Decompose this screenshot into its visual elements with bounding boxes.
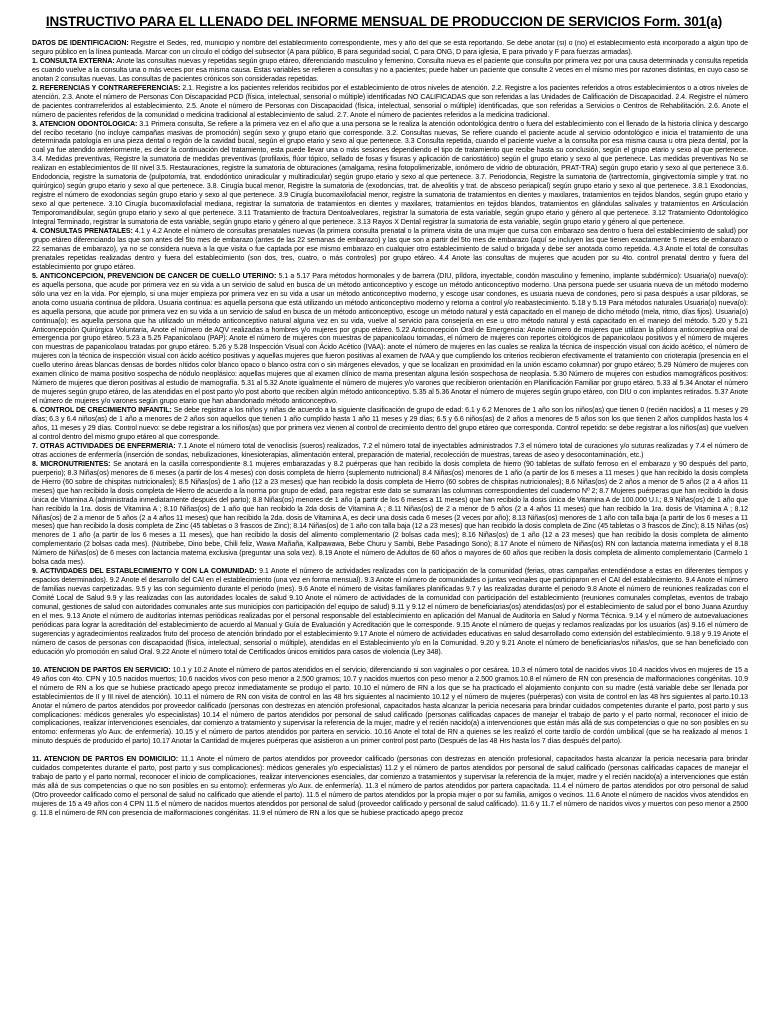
- section-heading: 4. CONSULTAS PRENATALES:: [32, 228, 133, 236]
- section-odontologica: [32, 121, 748, 228]
- section-heading: DATOS DE IDENTIFICACION:: [32, 40, 129, 47]
- section-text: 4.1 y 4.2 Anote el número de consultas prenatales nuevas (la primera consulta prenatal o la primera visita de una mujer que cursa con embarazo sea dentro o fuera del establecimiento de salud) por grupo etáreo diferenciando las que son antes del 5to mes de embarazo (antes de las 22 semanas de embarazo) y las que son a partir del 5to mes de embarazo (aquí se incluyen las que tienen exactamente 5 meses de embarazo o 22 semanas de embarazo), ya no se considera nueva a la que visita o fue captada por ese mismo embarazo en cualquier otro establecimiento de salud o brigada y debe ser anotada como repetida. 4.3 Anote el total de consultas prenatales repetidas realizadas dentro y fuera del establecimiento (son dos, tres, cuatro, o más controles) por grupo etáreo. 4.4 Anote las consultas de mujeres que acuden por su 4to. control prenatal dentro y fuera del establecimiento por grupo etáreo.: [32, 228, 748, 271]
- section-heading: 11. ATENCION DE PARTOS EN DOMICILIO:: [32, 756, 179, 764]
- section-text: Se debe registrar a los niños y niñas de acuerdo a la siguiente clasificación de grupo de edad: 6.1 y 6.2 Menores de 1 año son los niños(as) que tienen 0 (recién nacidos) a 11 meses y 29 días; 6.3 y 6.4 niños(as) de 1 año a menores de 2 años son aquellos que tienen 1 año cumplido hasta 1 año 11 meses y 29 días; 6.5 y 6.6 niños(as) de 2 años a menores de 5 años son los que tienen 2 años cumplidos hasta los 4 años, 11 meses y 29 días. Control nuevo: se debe registrar a los niños(as) que por primera vez vienen al control de crecimiento dentro del grupo etáreo que corresponda. Control repetido: se debe registrar a los niños(as) que vuelven al control dentro del mismo grupo etáreo al que corresponde.: [32, 407, 748, 441]
- section-heading: 1. CONSULTA EXTERNA:: [32, 57, 115, 65]
- section-text: 2.1. Registre a los pacientes referidos recibidos por el establecimiento de otros niveles de atención. 2.2. Registre a los pacientes referidos a otros establecimientos o a otros niveles de atención. 2.3. Anote el número de Personas Con Discapacidad PCD (física, intelectual, sensorial o múltiple) identificadas NO CALIFICADAS que son referidas a las Unidades de Calificación de Discapacidad. 2.4. Registre el número de pacientes contrarreferidos al establecimiento. 2.5. Anote el número de Personas con Discapacidad (física, intelectual, sensorial o múltiple) identificadas, que son referidas a Servicios o Centros de Rehabilitación. 2.6. Anote el número de pacientes referidos de la comunidad o medicina tradicional al establecimiento de salud. 2.7. Anote el número de pacientes referidos a la medicina tradicional.: [32, 84, 748, 119]
- section-text: 7.1 Anote el número total de venoclisis (sueros) realizados, 7.2 el número total de inyectables administrados 7.3 el número total de curaciones y/o suturas realizadas y 7.4 el número de otras acciones de enfermería (inserción de sondas, nebulizaciones, kinesioterapias, alimentación enteral, preparación de material, recolección de muestras, tareas de aseo y desocontaminación, etc.): [32, 442, 748, 459]
- section-identificacion: [32, 40, 748, 58]
- section-heading: 5. ANTICONCEPCION, PREVENCION DE CANCER DE CUELLO UTERINO:: [32, 272, 277, 280]
- section-enfermeria: [32, 443, 748, 461]
- section-text: 3.1 Primera consulta, Se refiere a la primera vez en el año que a una persona se le realiza la atención odontológica dentro o fuera del establecimiento con el llenado de la historia clínica y descargo del recibo recetario (no incluye campañas masivas de promoción) según sexo y grupo etario que corresponde. 3.2. Consultas nuevas, Se refiere cuando el paciente acude al servicio odontológico e inicia el tratamiento de una determinada patología en una pieza dental o región de la cavidad bucal, según el grupo etario y sexo al que pertenece. 3.3 Consulta repetida, cuando el paciente vuelve a la consulta por esa misma causa u otra pieza dental, por la cual ya fue atendido anteriormente, es decir la continuación del tratamiento, esta puede llevar una o más sesiones dependiendo el tipo de tratamiento que recibe hasta su conclusión, según el grupo etario y sexo al que pertenece. 3.4. Medidas preventivas, Registre la sumatoria de medidas preventivas (profilaxis, flúor tópico, sellado de fosas y fisuras y aplicación de cariostático) según el grupo etario y sexo al que pertenece. Las medidas preventivas No se realizan en establecimientos de III nivel 3.5. Restauraciones, registre la sumatoria de obturaciones (amalgama, resina fotopolimerizable, ionómero de vidrio de obturación, PRAT-TRA) según grupo etario y sexo al que pertenece 3.6. Endodoncia, registre la sumatoria de (pulpotomía, trat. endodóntico uniradicular y multiradicular) según grupo etario y sexo al que pertenece. 3.7. Periodoncia, Registre la sumatoria de (tartrectomía, gingivectomía simple y trat. no quirúrgico) según grupo etario y sexo al que pertenece. 3.8. Cirugía bucal menor, Registre la sumatoria de (exodoncias, trat. de alveolitis y trat. de absceso periapical) según grupo etario y sexo al que pertenece. 3.8.1 Exodoncias, registre el número de exodoncias según grupo etario y sexo al que pertenece. 3.9 Cirugía bucomaxilofacial menor, registre la sumatoria de tratamientos en dientes y maxilares, tratamientos en tejidos blandos, según grupo etario y sexo al que pertenece. 3.10 Cirugía bucomaxilofacial mediana, registrar la sumatoria de tratamientos en dientes y maxilares, tratamientos en tejidos blandos, tratamientos en glándulas salivales y tratamientos en Articulación Temporomandibular, según grupo etario y sexo al que pertenece. 3.11 Tratamiento de fractura Dentoalveolares, registrar la sumatoria de esta variable, según grupo etario y género al que pertenece. 3.12 Tratamiento Odontológico Integral Terminado, registrar la sumatoria de esta variable, según grupo etario y género al que pertenece. 3.13 Rayos X Dental registrar la sumatoria de esta variable, según grupo etario y género al que pertenece.: [32, 120, 748, 227]
- section-text: Registre el Sedes, red, municipio y nombre del establecimiento correspondiente, mes y año del que se está reportando. Se debe anotar (si) o (no) el establecimiento está incorporado a algún tipo de seguro público en la línea punteada. Marcar con un círculo el código del subsector (A para público, B para seguridad social, C para ONG, D para iglesia, E para privado y F para fuerzas armadas).: [32, 40, 748, 56]
- section-text: 10.1 y 10.2 Anote el número de partos atendidos en el servicio, diferenciando si son vaginales o por cesárea. 10.3 el número total de nacidos vivos 10.4 nacidos vivos en mujeres de 15 a 49 años con 4to. CPN y 10.5 nacidos muertos; 10.6 nacidos vivos con peso menor a 2.500 gramos; 10.7 y nacidos muertos con peso menor a 2.500 gramos.10.8 el número de RN con presencia de malformaciones congénitas. 10.9 el número de RN a los que se hubiese practicado apego precoz inmediatamente se produjo el parto. 10.10 el número de RN a los que se ha practicado el alojamiento conjunto con su madre (está variable debe ser llenada por establecimientos de II y III nivel de atención). 10.11 el número de RN con visita de control en las 48 hrs siguientes al nacimiento 10.12 y el número de mujeres (puérperas) con visita de control en las 48 hrs siguientes al parto.10.13 Anotar el número de partos atendidos por proveedor calificado (personas con destrezas en atención profesional, capacitados hasta alcanzar la pericia necesaria para brindar cuidados competentes durante el parto, post parto y sus complicaciones: médicos generales y/o especialistas) 10.14 el número de partos atendidos por personal de salud calificado (personas calificadas capaces de manejar el trabajo de parto y el parto normal, reconocer el inicio de complicaciones, realizar intervenciones esenciales, dar comienzo a tratamiento y supervisar la referencia de la mujer, madre y el recién nacido(a) a intervenciones que están más allá de sus competencias o que no son posibles en su entorno: enfermeras y/o Aux. de enfermería). 10.15 y el número de partos atendidos por partera en servicio. 10.16 Anote el total de RN a quienes se les realizó el corte tardío de cordón umbilical (que se ha realizado al menos 1 minuto después de producido el parto) 10.17 Anotar la Cantidad de mujeres puérperas que asistieron a un primer control post parto (Después de las 48 Hrs hasta los 7 días después del parto).: [32, 666, 748, 746]
- section-partos-servicio: [32, 667, 748, 748]
- page-title: INSTRUCTIVO PARA EL LLENADO DEL INFORME MENSUAL DE PRODUCCION DE SERVICIOS Form. 301(a): [45, 14, 723, 29]
- section-crecimiento: [32, 407, 748, 443]
- section-heading: 8. MICRONUTRIENTES:: [32, 460, 111, 468]
- section-heading: 3. ATENCION ODONTOLOGICA:: [32, 120, 138, 128]
- section-consulta-externa: [32, 58, 748, 85]
- section-text: 5.1 a 5.17 Para métodos hormonales y de barrera (DIU, píldora, inyectable, condón masculino y femenino, implante subdérmico): Usuaria(o) nueva(o): es aquella persona, que acude por primera vez en su vida a un servicio de salud en busca de un método anticonceptivo y escoge un método anticonceptivo moderno. Una persona puede ser usuaria nueva de un método moderno sólo una vez en la vida. Por ejemplo, si una mujer empieza por primera vez en su vida a usar un método anticonceptivo moderno, y escoge usar condones, es usuaria nueva de condones, pero si pasa después a usar píldoras, se anota como usuaria continua de píldora. Usuaria continua: es aquella persona que está utilizando un método anticonceptivo moderno y retorna a control y/o reabastecimiento. 5.18 y 5.19 Para métodos naturales Usuaria(o) nueva(o): es aquella persona, que acude por primera vez en su vida a un servicio de salud en busca de un método anticonceptivo, escoge un método natural y está capacitado en el manejo de dicho método (mela, ritmo, días fijos). Usuaria(o) continua(o): es aquella persona que ha utilizado un método anticonceptivo natural alguna vez en su vida, vuelve al servicio para consejería en ese u otro método natural y está capacitado en el manejo del método. 5.20 y 5.21 Anticoncepción Quirúrgica Voluntaria, Anote el número de AQV realizadas a hombres y/o mujeres por grupo etáreo. 5.22 Anticoncepción Oral de Emergencia: Anote número de mujeres que utilizan la píldora anticonceptiva oral de emergencia por grupo etáreo. 5.23 a 5.25 Papanicolaou (PAP): Anote el número de mujeres con muestras de papanicolaou tomadas, el número de mujeres con reportes citológicos de papanicolaou positivos y el número de mujeres con muestras de papanicolaou tratadas por grupo etáreo. 5.26 y 5.28 Inspección Visual con Ácido Acético (IVAA): anote el número de mujeres en las cuales se realiza la técnica de inspección visual con ácido acético, el número de mujeres con la técnica de inspección visual con ácido acético positivas y aquellas mujeres que fueron positivas al examen de IVAA y que cumpliendo los criterios recibieron efectivamente el tratamiento con crioterapia (presencia en el cuello uterino áreas blancas densas de bordes nítidos color blanco opaco o blanco ostra con o sin márgenes elevados, y que se localizan en proximidad en la unión escamo columnar) por grupo etáreo; 5.29 Número de mujeres con examen clínico de mama positivo sospecha de nódulo neoplásico: aquellas mujeres que al examen clínico de mama presentan alguna lesión sospechosa de neoplasia. 5.30 Número de mujeres con estudios mamográficos positivos: Número de mujeres que dieron positivas al estudio de mamografía. 5.31 al 5.32 Anote igualmente el número de mujeres y/o varones que recibieron orientación en Planificación Familiar por grupo etáreo. 5.33 al 5.34 Anotar el número de mujeres según grupo etáreo, de las atendidas en el post parto y/o post aborto que reciben algún método anticonceptivo. 5.35 al 5.36 Anotar el número de mujeres según grupo etáreo, con DIU o con implantes retirados. 5.37 Anote el número de mujeres y/o varones según grupo etario que han abandonado método anticonceptivo.: [32, 272, 748, 406]
- section-partos-domicilio: [32, 756, 748, 819]
- section-text: 9.1 Anote el número de actividades realizadas con la participación de la comunidad (ferias, otras campañas entendiéndose a estas en diferentes tiempos y espacios determinados). 9.2 Anote el desarrollo del CAI en el establecimiento (una vez en forma mensual). 9.3 Anote el número de comunidades o juntas vecinales que participaron en el CAI del establecimiento. 9.4 Anote el número de familias nuevas carpetizadas. 9.5 y las con seguimiento durante el periodo (mes). 9.6 Anote el número de visitas familiares planificadas 9.7 y las realizadas durante el periodo 9.8 Anote el número de reuniones realizadas con el Comité Local de Salud 9.9 y las realizadas con las autoridades locales de salud 9.10 Anote el número de actividades de la comunidad con participación del establecimiento (reuniones comunales completas, eventos de trabajo comunal, gestiones de salud con autoridades comunales ante sus municipios con participación del equipo de salud) 9.11 y 9.12 el número de beneficiarias(os) atendidas(os) por el establecimiento de salud por el bono Juana Azurduy en el mes. 9.13 Anote el número de auditorías internas periódicas realizadas por el personal responsable del establecimiento en aplicación del Manual de Auditoría en Salud y Norma Técnica. 9.14 y el número de autoevaluaciones periódicas para lograr la acreditación del establecimiento de acuerdo al Manual y Guía de Evaluación y Acreditación que le corresponde. 9.15 Anote el número de quejas y reclamos realizadas por los usuarios (as) 9.16 el número de sugerencias y agradecimientos realizados fruto del proceso de atención brindado por el establecimiento 9.17 Anote el número de actividades educativas en salud desarrollado como extensión del establecimiento. 9.18 y 9.19 Anote el número de casos de personas con discapacidad (física, intelectual, sensorial o múltiple), atendidas en el Establecimiento y/o en la Comunidad. 9.20 y 9.21 Anote el número de beneficiarias/os niñas/os, que se han beneficiado con educación y/o promoción en salud Oral. 9.22 Anote el número total de Certificados únicos emitidos para casos de violencia (Ley 348).: [32, 568, 748, 656]
- section-heading: 9. ACTIVIDADES DEL ESTABLECIMIENTO Y CON LA COMUNIDAD:: [32, 568, 257, 576]
- section-heading: 10. ATENCION DE PARTOS EN SERVICIO:: [32, 666, 171, 674]
- section-heading: 2. REFERENCIAS Y CONTRAREFERENCIAS:: [32, 84, 181, 92]
- section-micronutrientes: [32, 461, 748, 568]
- section-text: Se anotará en la casilla correspondiente 8.1 mujeres embarazadas y 8.2 puérperas que han recibido la dosis completa de hierro (90 tabletas de sulfato ferroso en el embarazo y 90 después del parto, puerperio); 8.3 Niñas(os) menores de 6 meses (a partir de los 4 meses) con dosis completa de hierro (suplemento nutricional) 8.4 Niñas(os) menores de 1 año (a partir de los 6 meses a 11 meses ) que han recibido la dosis completa de Hierro (60 sobre de chispitas nutricionales); 8.5 Niñas(os) de 1 año (12 a 23 meses) que han recibido la dosis completa de Hierro (60 sobres de chispitas nutricionales); 8.6 Niñas(os) de 2 años a menor de 5 años (2 a 4 años 11 meses) que han recibido la dosis completa de Hierro de acuerdo a la norma por grupo de edad, para registrar este dato se sumaran las columnas correspondientes del cuaderno Nº 2; 8.7 Mujeres puérperas que han recibido la dosis única de Vitamina A (administrada inmediatamente después del parto); 8.8 Niñas(os) menores de 1 año (a partir de los 6 meses a 11 meses) que han recibido la dosis única de Vitamina A de 100.000 U.I.; 8.9 Niñas(os) de 1 año que han recibido la 1ra. dosis de Vitamina A ; 8.10 Niñas(os) de 1 año que han recibido la 2da dosis de Vitamina A ; 8.11 Niñas(os) de 2 a menor de 5 años (2 a 4 años 11 meses) que han recibido la 1ra. dosis de Vitamina A ; 8.12 Niñas(os) de 2 a menor de 5 años (2 a 4 años 11 meses) que han recibido la 2da. dosis de Vitamina A, es decir una dosis cada 6 meses (2 veces por año); 8.13 Niñas(os) menores de 1 año con talla baja (a partir de los 6 meses a 11 meses) que han recibido la dosis completa de Zinc (45 tabletas o 3 frascos de Zinc); 8.14 Niñas(os) de 1 año con talla baja (12 a 23 meses) que han recibido la dosis completa de Zinc (45 tabletas o 3 frascos de Zinc); 8.15 Niñas (os) menores de 1 año (a partir de los 6 meses a 11 meses), que han recibido la dosis del alimento complementario (2 bolsas cada mes); 8.16 Niñas(os) de 1 año (12 a 23 meses) que han recibido la dosis completa de alimento complementario (2 bolsas cada mes). (Nutribebe, Dino bebe, Chili feliz, Wawa Mañaña, Kallpawawa, Bebe Churu y Sambi, Bebe Pasadingo Sono); 8.17 Anote el número de Niñas(os) RN con lactancia materna inmediata y el 8.18 Número de Niñas(os) de 6 meses con lactancia materna exclusiva (preguntar una sola vez). 8.19 Anote el número de Adultos de 60 años o mayores de 60 años que reciben la dosis completa de alimento complementario (Carmelo 1 bolsa cada mes).: [32, 460, 748, 567]
- section-text: Anote las consultas nuevas y repetidas según grupo etáreo, diferenciando masculino y femenino. Consulta nueva es el paciente que consulta por primera vez por una causa determinada y consulta repetida es cuando vuelve a la consulta una o más veces por esa misma causa. Estas variables se refieren a consultas y no a pacientes; puede haber un paciente que consulte 2 veces en el mismo mes por razones distintas, en cuyo caso se anotan 2 consultas nuevas. Las consultas de pacientes crónicos son consideradas repetidas.: [32, 57, 748, 83]
- section-prenatales: [32, 228, 748, 273]
- section-heading: 7. OTRAS ACTIVIDADES DE ENFERMERIA:: [32, 442, 176, 450]
- document-body: [32, 40, 748, 1020]
- section-referencias: [32, 85, 748, 121]
- section-actividades: [32, 568, 748, 658]
- section-text: 11.1 Anote el número de partos atendidos por proveedor calificado (personas con destrezas en atención profesional, capacitados hasta alcanzar la pericia necesaria para brindar cuidados competentes durante el parto, post parto y sus complicaciones): médicos generales y/o especialistas) 11.2 y el número de partos atendidos por personal de salud calificado (personas calificadas capaces de manejar el trabajo de parto y el parto normal, reconocer el inicio de complicaciones, realizar intervenciones esenciales, dar comienzo a tratamientos y supervisar la referencia de la mujer, madre y el recién nacido(a) a intervenciones que están más allá de sus competencias o que no son posibles en su entorno): enfermeras y/o Aux. de enfermería). 11.3 el número de partos atendidos por partera capacitada. 11.4 el número de partos atendidos por otro personal de salud (Otro proveedor calificado como el personal de salud no calificado que atiende el parto). 11.5 el número de partos atendidos por la propia mujer o por su familia, amigos o vecinos. 11.6 Anote el número de nacidos vivos atendidos en mujeres de 15 a 49 años con 4 CPN 11.5 el número de nacidos muertos atendidos por personal de salud (proveedor calificado y personal de salud calificado). 11.6 y 11.7 el número de nacidos vivos y muertos con peso menor a 2500 g. 11.8 el número de RN con presencia de malformaciones congénitas. 11.9 el número de RN a los que se hubiese practicado apego precoz: [32, 756, 748, 818]
- section-heading: 6. CONTROL DE CRECIMIENTO INFANTIL:: [32, 407, 172, 415]
- section-anticoncepcion: [32, 273, 748, 407]
